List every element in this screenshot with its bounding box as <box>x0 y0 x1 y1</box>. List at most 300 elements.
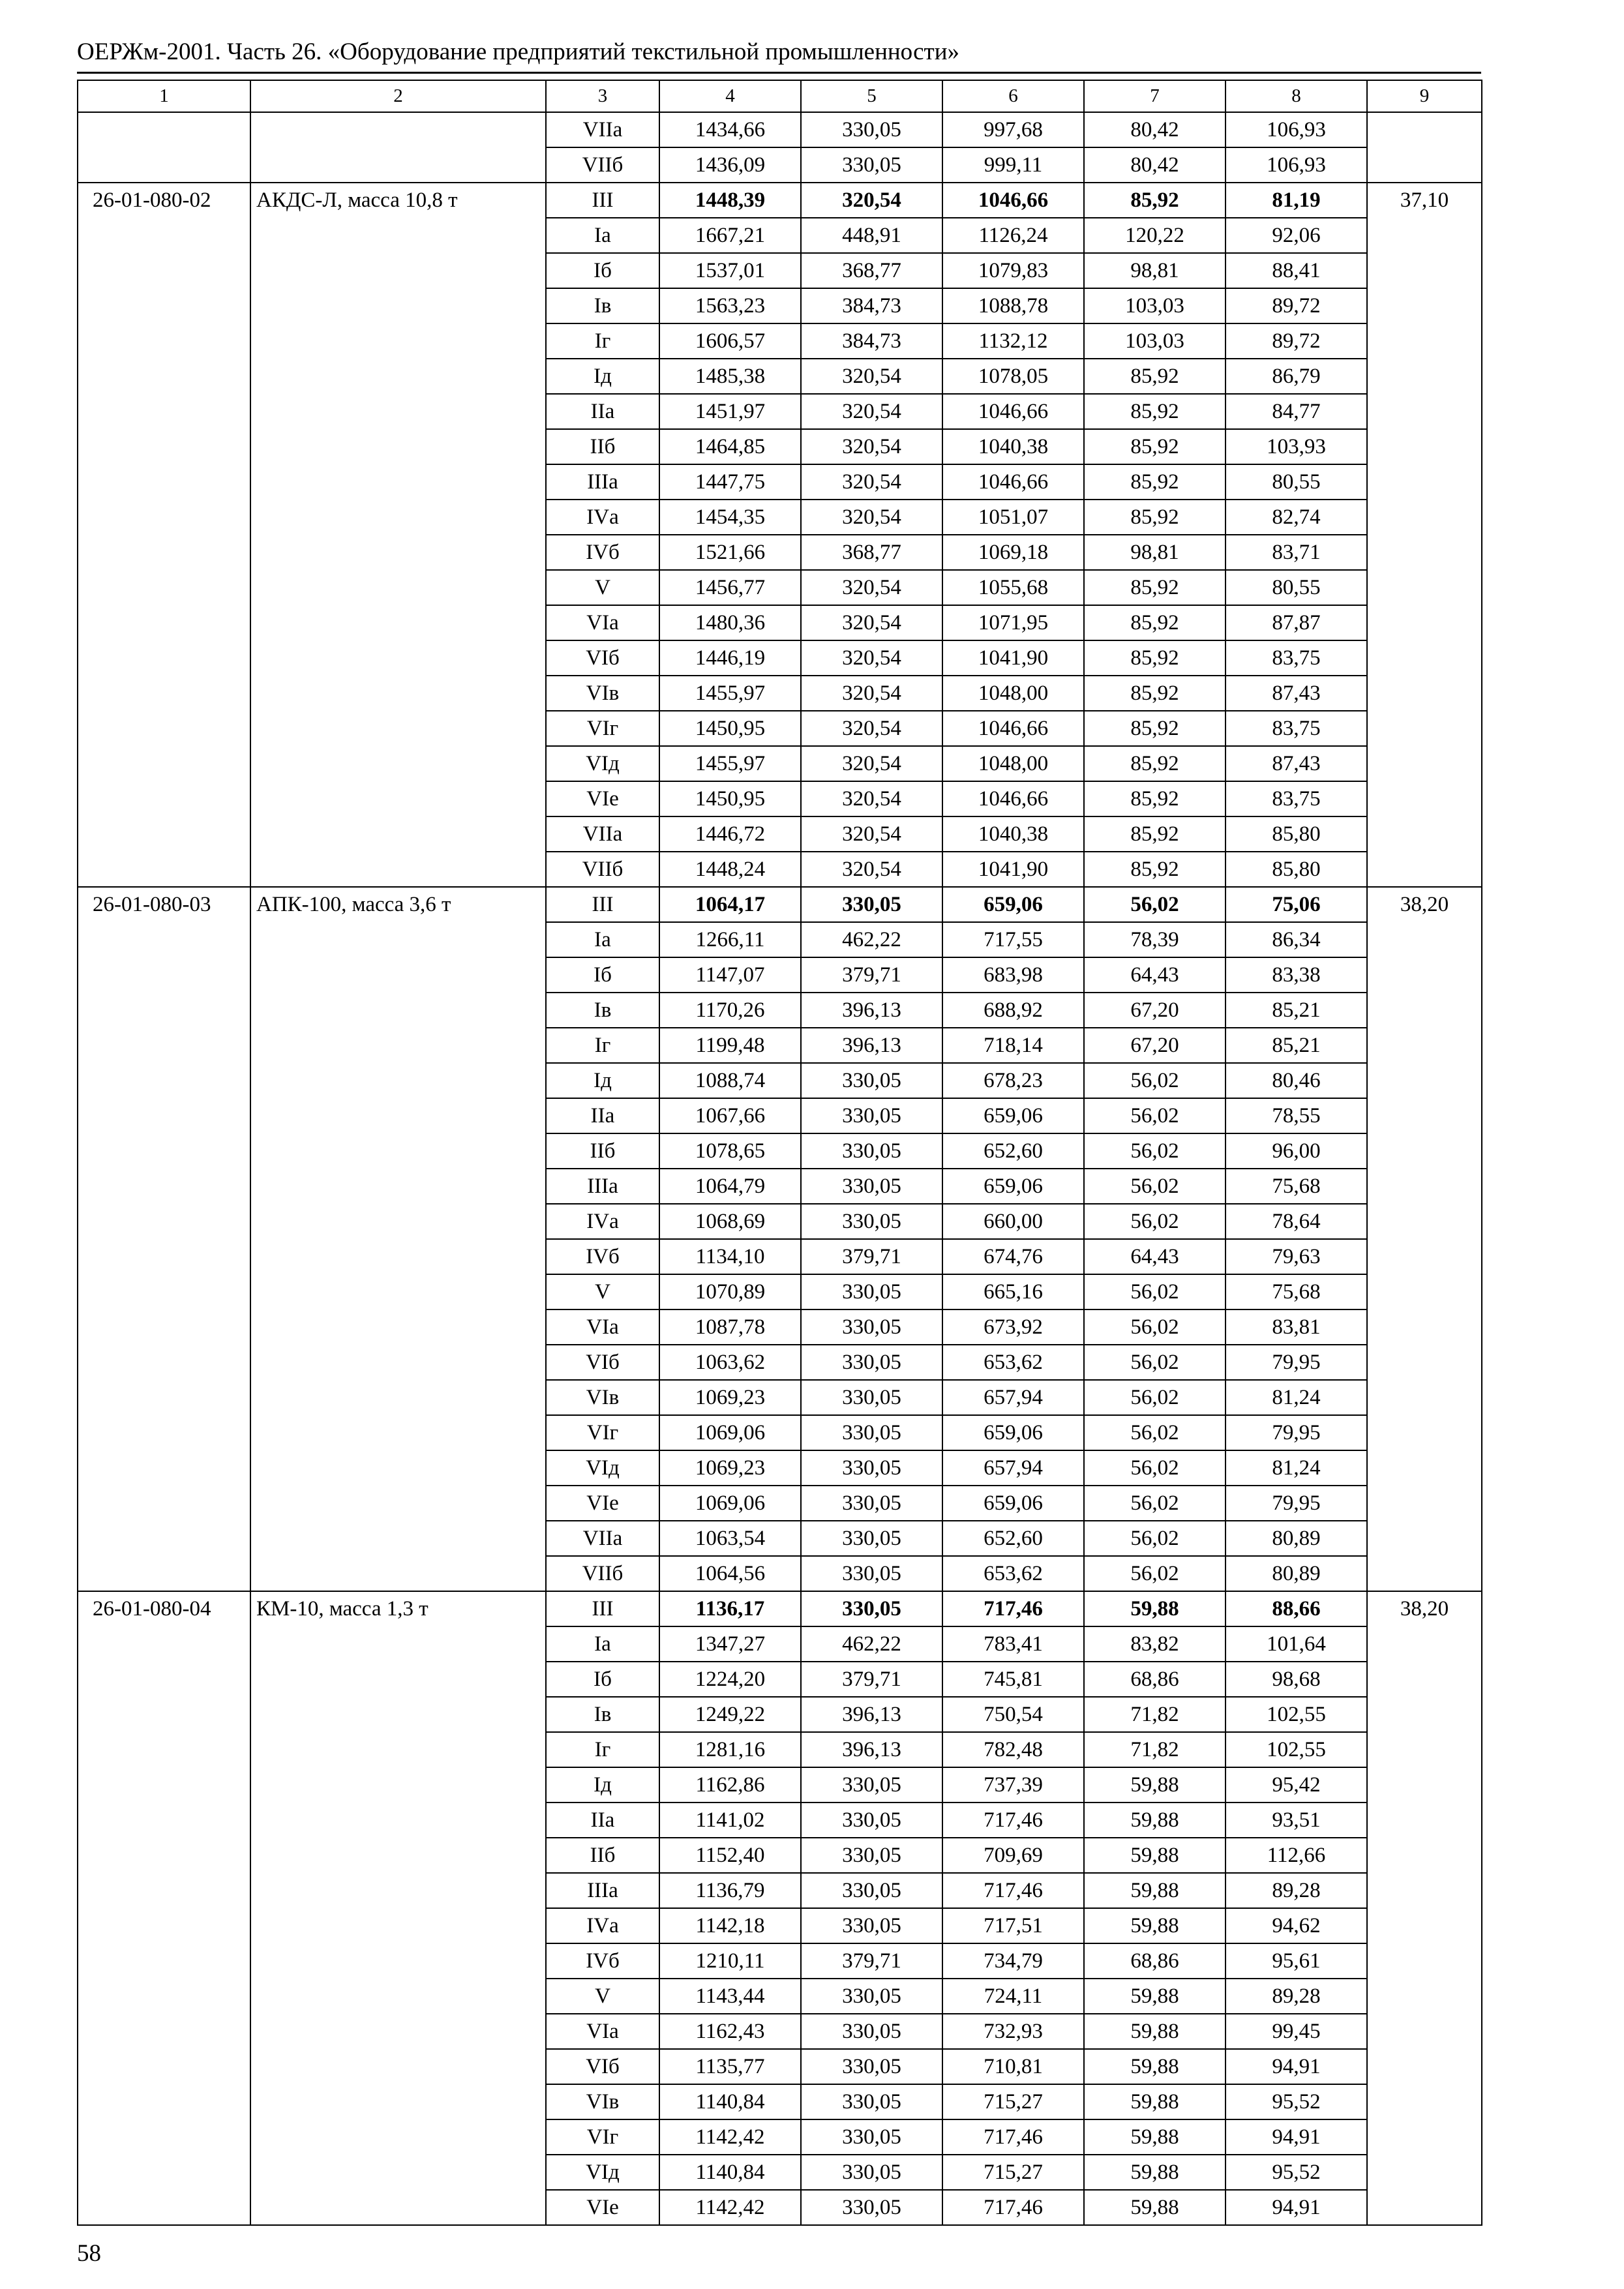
value-cell: 320,54 <box>801 852 942 887</box>
zone-cell: Iг <box>546 323 659 359</box>
value-cell: 320,54 <box>801 746 942 781</box>
value-cell: 83,75 <box>1226 640 1367 676</box>
value-cell: 1266,11 <box>659 922 801 957</box>
value-cell: 1046,66 <box>942 781 1084 816</box>
column-number: 8 <box>1226 80 1367 112</box>
value-cell: 683,98 <box>942 957 1084 993</box>
value-cell: 1132,12 <box>942 323 1084 359</box>
zone-cell: III <box>546 183 659 218</box>
value-cell: 330,05 <box>801 1415 942 1450</box>
value-cell: 710,81 <box>942 2049 1084 2084</box>
value-cell: 1041,90 <box>942 852 1084 887</box>
value-cell: 330,05 <box>801 887 942 922</box>
value-cell: 320,54 <box>801 183 942 218</box>
value-cell: 330,05 <box>801 1838 942 1873</box>
value-cell: 1451,97 <box>659 394 801 429</box>
value-cell: 56,02 <box>1084 1450 1226 1486</box>
value-cell: 95,52 <box>1226 2084 1367 2119</box>
value-cell: 75,06 <box>1226 887 1367 922</box>
zone-cell: Iг <box>546 1732 659 1767</box>
value-cell: 1224,20 <box>659 1662 801 1697</box>
value-cell: 1347,27 <box>659 1626 801 1662</box>
value-cell: 1454,35 <box>659 500 801 535</box>
value-cell: 1456,77 <box>659 570 801 605</box>
value-cell: 85,92 <box>1084 676 1226 711</box>
rate-code: 26-01-080-03 <box>78 887 250 1591</box>
rate-code <box>78 112 250 183</box>
value-cell: 85,21 <box>1226 993 1367 1028</box>
value-cell: 56,02 <box>1084 1309 1226 1345</box>
value-cell: 86,79 <box>1226 359 1367 394</box>
table-row <box>78 1591 1482 1626</box>
value-cell: 75,68 <box>1226 1274 1367 1309</box>
value-cell: 330,05 <box>801 1204 942 1239</box>
value-cell: 79,95 <box>1226 1415 1367 1450</box>
zone-cell: V <box>546 1274 659 1309</box>
column-9-value: 37,10 <box>1367 183 1482 887</box>
value-cell: 94,91 <box>1226 2190 1367 2225</box>
value-cell: 1040,38 <box>942 429 1084 464</box>
value-cell: 1448,39 <box>659 183 801 218</box>
value-cell: 56,02 <box>1084 1415 1226 1450</box>
value-cell: 330,05 <box>801 1767 942 1803</box>
value-cell: 85,92 <box>1084 464 1226 500</box>
zone-cell: IIIа <box>546 1169 659 1204</box>
value-cell: 56,02 <box>1084 1204 1226 1239</box>
value-cell: 1064,17 <box>659 887 801 922</box>
value-cell: 1140,84 <box>659 2155 801 2190</box>
zone-cell: VIг <box>546 2119 659 2155</box>
value-cell: 82,74 <box>1226 500 1367 535</box>
value-cell: 95,42 <box>1226 1767 1367 1803</box>
value-cell: 396,13 <box>801 1697 942 1732</box>
value-cell: 86,34 <box>1226 922 1367 957</box>
value-cell: 85,92 <box>1084 183 1226 218</box>
value-cell: 78,55 <box>1226 1098 1367 1133</box>
value-cell: 1070,89 <box>659 1274 801 1309</box>
zone-cell: IIб <box>546 1838 659 1873</box>
zone-cell: III <box>546 887 659 922</box>
zone-cell: Iв <box>546 1697 659 1732</box>
value-cell: 71,82 <box>1084 1697 1226 1732</box>
value-cell: 83,81 <box>1226 1309 1367 1345</box>
value-cell: 56,02 <box>1084 1380 1226 1415</box>
value-cell: 448,91 <box>801 218 942 253</box>
column-number: 3 <box>546 80 659 112</box>
value-cell: 1063,62 <box>659 1345 801 1380</box>
value-cell: 85,80 <box>1226 852 1367 887</box>
value-cell: 737,39 <box>942 1767 1084 1803</box>
value-cell: 368,77 <box>801 535 942 570</box>
value-cell: 320,54 <box>801 429 942 464</box>
value-cell: 462,22 <box>801 1626 942 1662</box>
value-cell: 84,77 <box>1226 394 1367 429</box>
value-cell: 1068,69 <box>659 1204 801 1239</box>
value-cell: 732,93 <box>942 2014 1084 2049</box>
zone-cell: VIа <box>546 2014 659 2049</box>
value-cell: 95,61 <box>1226 1943 1367 1979</box>
value-cell: 75,68 <box>1226 1169 1367 1204</box>
value-cell: 80,46 <box>1226 1063 1367 1098</box>
value-cell: 56,02 <box>1084 1556 1226 1591</box>
value-cell: 1521,66 <box>659 535 801 570</box>
value-cell: 330,05 <box>801 2014 942 2049</box>
value-cell: 734,79 <box>942 1943 1084 1979</box>
value-cell: 1126,24 <box>942 218 1084 253</box>
value-cell: 101,64 <box>1226 1626 1367 1662</box>
value-cell: 1136,79 <box>659 1873 801 1908</box>
zone-cell: VIг <box>546 711 659 746</box>
value-cell: 59,88 <box>1084 2014 1226 2049</box>
value-cell: 1446,72 <box>659 816 801 852</box>
value-cell: 80,42 <box>1084 147 1226 183</box>
value-cell: 59,88 <box>1084 1838 1226 1873</box>
value-cell: 659,06 <box>942 887 1084 922</box>
value-cell: 396,13 <box>801 1028 942 1063</box>
column-number: 9 <box>1367 80 1482 112</box>
value-cell: 782,48 <box>942 1732 1084 1767</box>
value-cell: 1455,97 <box>659 746 801 781</box>
value-cell: 68,86 <box>1084 1662 1226 1697</box>
value-cell: 103,03 <box>1084 288 1226 323</box>
value-cell: 1447,75 <box>659 464 801 500</box>
value-cell: 98,81 <box>1084 535 1226 570</box>
value-cell: 83,38 <box>1226 957 1367 993</box>
zone-cell: Iв <box>546 993 659 1028</box>
value-cell: 1606,57 <box>659 323 801 359</box>
equipment-name: АКДС-Л, масса 10,8 т <box>250 183 546 887</box>
value-cell: 1667,21 <box>659 218 801 253</box>
value-cell: 59,88 <box>1084 1803 1226 1838</box>
value-cell: 1135,77 <box>659 2049 801 2084</box>
value-cell: 67,20 <box>1084 993 1226 1028</box>
value-cell: 717,46 <box>942 2119 1084 2155</box>
zone-cell: VIе <box>546 781 659 816</box>
zone-cell: Iд <box>546 359 659 394</box>
zone-cell: VIб <box>546 640 659 676</box>
value-cell: 1446,19 <box>659 640 801 676</box>
value-cell: 1069,23 <box>659 1380 801 1415</box>
value-cell: 56,02 <box>1084 1098 1226 1133</box>
page-header: ОЕРЖм-2001. Часть 26. «Оборудование предприятий текстильной промышленности» <box>77 38 959 65</box>
value-cell: 652,60 <box>942 1133 1084 1169</box>
value-cell: 330,05 <box>801 1908 942 1943</box>
value-cell: 59,88 <box>1084 2119 1226 2155</box>
zone-cell: VIIб <box>546 147 659 183</box>
value-cell: 81,24 <box>1226 1380 1367 1415</box>
value-cell: 1063,54 <box>659 1521 801 1556</box>
value-cell: 59,88 <box>1084 1591 1226 1626</box>
value-cell: 688,92 <box>942 993 1084 1028</box>
value-cell: 1448,24 <box>659 852 801 887</box>
value-cell: 1069,18 <box>942 535 1084 570</box>
value-cell: 652,60 <box>942 1521 1084 1556</box>
value-cell: 1143,44 <box>659 1979 801 2014</box>
value-cell: 1134,10 <box>659 1239 801 1274</box>
value-cell: 384,73 <box>801 288 942 323</box>
zone-cell: IIа <box>546 394 659 429</box>
zone-cell: Iб <box>546 957 659 993</box>
zone-cell: IVа <box>546 500 659 535</box>
value-cell: 330,05 <box>801 147 942 183</box>
value-cell: 1071,95 <box>942 605 1084 640</box>
value-cell: 87,87 <box>1226 605 1367 640</box>
column-9-value <box>1367 112 1482 183</box>
zone-cell: IIа <box>546 1098 659 1133</box>
value-cell: 59,88 <box>1084 2155 1226 2190</box>
value-cell: 330,05 <box>801 112 942 147</box>
value-cell: 1162,43 <box>659 2014 801 2049</box>
zone-cell: Iд <box>546 1767 659 1803</box>
zone-cell: V <box>546 1979 659 2014</box>
zone-cell: VIIа <box>546 816 659 852</box>
zone-cell: VIе <box>546 1486 659 1521</box>
value-cell: 1046,66 <box>942 711 1084 746</box>
value-cell: 59,88 <box>1084 2084 1226 2119</box>
value-cell: 330,05 <box>801 1873 942 1908</box>
value-cell: 1088,78 <box>942 288 1084 323</box>
value-cell: 1048,00 <box>942 746 1084 781</box>
value-cell: 717,46 <box>942 2190 1084 2225</box>
value-cell: 715,27 <box>942 2084 1084 2119</box>
value-cell: 330,05 <box>801 1274 942 1309</box>
column-number: 1 <box>78 80 250 112</box>
value-cell: 1051,07 <box>942 500 1084 535</box>
value-cell: 56,02 <box>1084 1486 1226 1521</box>
value-cell: 88,41 <box>1226 253 1367 288</box>
value-cell: 1210,11 <box>659 1943 801 1979</box>
value-cell: 330,05 <box>801 1803 942 1838</box>
value-cell: 330,05 <box>801 1309 942 1345</box>
value-cell: 64,43 <box>1084 1239 1226 1274</box>
value-cell: 1142,42 <box>659 2119 801 2155</box>
value-cell: 94,91 <box>1226 2049 1367 2084</box>
value-cell: 102,55 <box>1226 1732 1367 1767</box>
value-cell: 85,80 <box>1226 816 1367 852</box>
value-cell: 1067,66 <box>659 1098 801 1133</box>
rate-code: 26-01-080-02 <box>78 183 250 887</box>
value-cell: 83,75 <box>1226 711 1367 746</box>
value-cell: 1199,48 <box>659 1028 801 1063</box>
value-cell: 103,93 <box>1226 429 1367 464</box>
value-cell: 384,73 <box>801 323 942 359</box>
value-cell: 330,05 <box>801 2119 942 2155</box>
value-cell: 85,21 <box>1226 1028 1367 1063</box>
column-9-value: 38,20 <box>1367 887 1482 1591</box>
value-cell: 79,63 <box>1226 1239 1367 1274</box>
value-cell: 106,93 <box>1226 147 1367 183</box>
value-cell: 56,02 <box>1084 1133 1226 1169</box>
value-cell: 1152,40 <box>659 1838 801 1873</box>
value-cell: 379,71 <box>801 1662 942 1697</box>
value-cell: 717,51 <box>942 1908 1084 1943</box>
page-number: 58 <box>77 2240 101 2267</box>
column-number: 5 <box>801 80 942 112</box>
value-cell: 745,81 <box>942 1662 1084 1697</box>
value-cell: 1048,00 <box>942 676 1084 711</box>
value-cell: 1078,05 <box>942 359 1084 394</box>
value-cell: 724,11 <box>942 1979 1084 2014</box>
zone-cell: VIв <box>546 2084 659 2119</box>
value-cell: 1436,09 <box>659 147 801 183</box>
value-cell: 94,91 <box>1226 2119 1367 2155</box>
zone-cell: VIв <box>546 1380 659 1415</box>
value-cell: 83,71 <box>1226 535 1367 570</box>
column-number: 4 <box>659 80 801 112</box>
value-cell: 653,62 <box>942 1556 1084 1591</box>
equipment-name: АПК-100, масса 3,6 т <box>250 887 546 1591</box>
value-cell: 87,43 <box>1226 746 1367 781</box>
zone-cell: VIа <box>546 605 659 640</box>
value-cell: 83,82 <box>1084 1626 1226 1662</box>
value-cell: 1480,36 <box>659 605 801 640</box>
table-body <box>78 80 1482 2225</box>
value-cell: 56,02 <box>1084 887 1226 922</box>
value-cell: 330,05 <box>801 1133 942 1169</box>
table-row <box>78 183 1482 218</box>
value-cell: 89,72 <box>1226 323 1367 359</box>
value-cell: 85,92 <box>1084 711 1226 746</box>
value-cell: 330,05 <box>801 1063 942 1098</box>
value-cell: 80,42 <box>1084 112 1226 147</box>
value-cell: 68,86 <box>1084 1943 1226 1979</box>
zone-cell: IIIа <box>546 1873 659 1908</box>
value-cell: 1055,68 <box>942 570 1084 605</box>
value-cell: 102,55 <box>1226 1697 1367 1732</box>
value-cell: 1563,23 <box>659 288 801 323</box>
value-cell: 64,43 <box>1084 957 1226 993</box>
price-table <box>77 80 1482 2226</box>
value-cell: 1170,26 <box>659 993 801 1028</box>
rate-code: 26-01-080-04 <box>78 1591 250 2225</box>
column-number-row <box>78 80 1482 112</box>
value-cell: 89,72 <box>1226 288 1367 323</box>
value-cell: 1142,42 <box>659 2190 801 2225</box>
value-cell: 673,92 <box>942 1309 1084 1345</box>
zone-cell: VIд <box>546 2155 659 2190</box>
value-cell: 112,66 <box>1226 1838 1367 1873</box>
value-cell: 1464,85 <box>659 429 801 464</box>
value-cell: 709,69 <box>942 1838 1084 1873</box>
zone-cell: III <box>546 1591 659 1626</box>
value-cell: 1046,66 <box>942 394 1084 429</box>
value-cell: 379,71 <box>801 957 942 993</box>
value-cell: 89,28 <box>1226 1873 1367 1908</box>
value-cell: 678,23 <box>942 1063 1084 1098</box>
value-cell: 99,45 <box>1226 2014 1367 2049</box>
value-cell: 660,00 <box>942 1204 1084 1239</box>
value-cell: 98,81 <box>1084 253 1226 288</box>
value-cell: 320,54 <box>801 570 942 605</box>
zone-cell: V <box>546 570 659 605</box>
value-cell: 1069,23 <box>659 1450 801 1486</box>
value-cell: 1069,06 <box>659 1415 801 1450</box>
value-cell: 1041,90 <box>942 640 1084 676</box>
value-cell: 999,11 <box>942 147 1084 183</box>
value-cell: 59,88 <box>1084 1979 1226 2014</box>
value-cell: 320,54 <box>801 394 942 429</box>
value-cell: 715,27 <box>942 2155 1084 2190</box>
zone-cell: VIд <box>546 746 659 781</box>
value-cell: 330,05 <box>801 2084 942 2119</box>
value-cell: 81,24 <box>1226 1450 1367 1486</box>
value-cell: 120,22 <box>1084 218 1226 253</box>
value-cell: 85,92 <box>1084 816 1226 852</box>
value-cell: 85,92 <box>1084 746 1226 781</box>
value-cell: 320,54 <box>801 711 942 746</box>
zone-cell: IIб <box>546 429 659 464</box>
zone-cell: VIIб <box>546 852 659 887</box>
value-cell: 83,75 <box>1226 781 1367 816</box>
value-cell: 94,62 <box>1226 1908 1367 1943</box>
value-cell: 78,64 <box>1226 1204 1367 1239</box>
zone-cell: VIб <box>546 2049 659 2084</box>
zone-cell: VIIа <box>546 112 659 147</box>
value-cell: 717,46 <box>942 1803 1084 1838</box>
value-cell: 659,06 <box>942 1169 1084 1204</box>
value-cell: 106,93 <box>1226 112 1367 147</box>
value-cell: 85,92 <box>1084 359 1226 394</box>
column-number: 2 <box>250 80 546 112</box>
value-cell: 80,55 <box>1226 464 1367 500</box>
value-cell: 1136,17 <box>659 1591 801 1626</box>
table-row <box>78 112 1482 147</box>
value-cell: 653,62 <box>942 1345 1084 1380</box>
value-cell: 330,05 <box>801 1169 942 1204</box>
zone-cell: VIд <box>546 1450 659 1486</box>
value-cell: 718,14 <box>942 1028 1084 1063</box>
value-cell: 330,05 <box>801 1380 942 1415</box>
value-cell: 103,03 <box>1084 323 1226 359</box>
value-cell: 330,05 <box>801 1521 942 1556</box>
value-cell: 1064,56 <box>659 1556 801 1591</box>
value-cell: 1485,38 <box>659 359 801 394</box>
equipment-name <box>250 112 546 183</box>
value-cell: 88,66 <box>1226 1591 1367 1626</box>
value-cell: 71,82 <box>1084 1732 1226 1767</box>
value-cell: 1455,97 <box>659 676 801 711</box>
value-cell: 1434,66 <box>659 112 801 147</box>
value-cell: 659,06 <box>942 1415 1084 1450</box>
value-cell: 79,95 <box>1226 1345 1367 1380</box>
value-cell: 85,92 <box>1084 605 1226 640</box>
value-cell: 320,54 <box>801 816 942 852</box>
value-cell: 80,89 <box>1226 1521 1367 1556</box>
value-cell: 783,41 <box>942 1626 1084 1662</box>
value-cell: 85,92 <box>1084 640 1226 676</box>
zone-cell: VIг <box>546 1415 659 1450</box>
value-cell: 1142,18 <box>659 1908 801 1943</box>
value-cell: 1162,86 <box>659 1767 801 1803</box>
value-cell: 56,02 <box>1084 1345 1226 1380</box>
value-cell: 67,20 <box>1084 1028 1226 1063</box>
zone-cell: Iа <box>546 218 659 253</box>
value-cell: 59,88 <box>1084 1873 1226 1908</box>
zone-cell: Iа <box>546 922 659 957</box>
zone-cell: VIе <box>546 2190 659 2225</box>
value-cell: 87,43 <box>1226 676 1367 711</box>
value-cell: 96,00 <box>1226 1133 1367 1169</box>
value-cell: 79,95 <box>1226 1486 1367 1521</box>
value-cell: 1040,38 <box>942 816 1084 852</box>
value-cell: 320,54 <box>801 359 942 394</box>
value-cell: 997,68 <box>942 112 1084 147</box>
value-cell: 56,02 <box>1084 1169 1226 1204</box>
value-cell: 330,05 <box>801 2155 942 2190</box>
value-cell: 1450,95 <box>659 711 801 746</box>
value-cell: 717,55 <box>942 922 1084 957</box>
value-cell: 1079,83 <box>942 253 1084 288</box>
